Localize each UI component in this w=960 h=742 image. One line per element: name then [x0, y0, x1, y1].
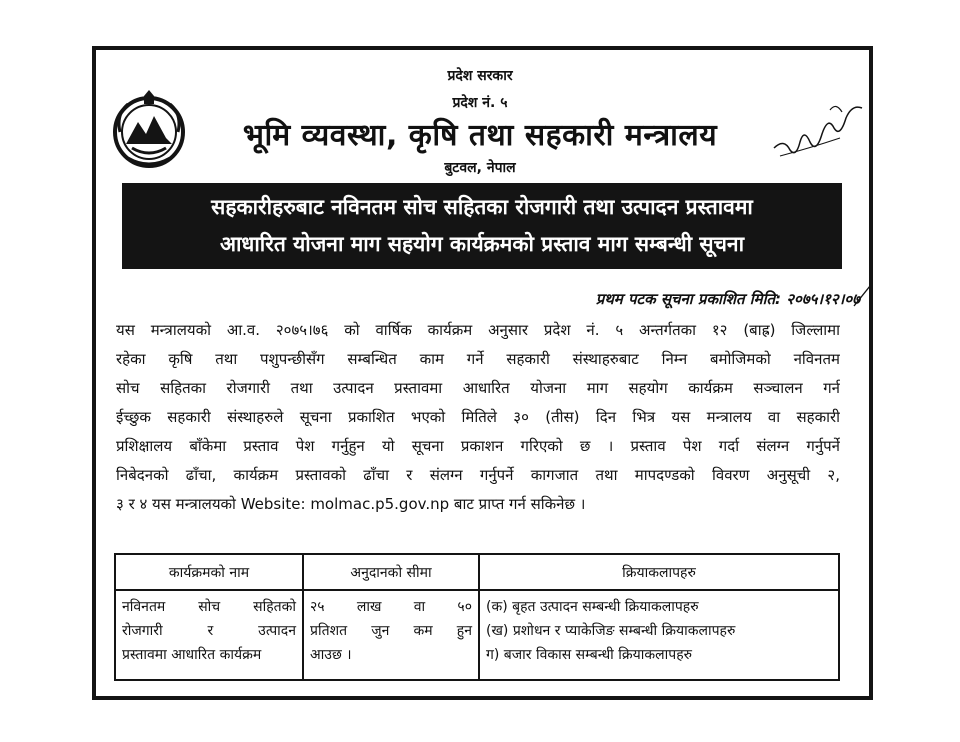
pen-mark — [852, 284, 872, 308]
body-line: ईच्छुक सहकारी संस्थाहरुले सूचना प्रकाशित भएको मितिले ३० (तीस) दिन भित्र यस मन्त्रालय वा सहकारी — [116, 408, 840, 426]
publication-date: प्रथम पटक सूचना प्रकाशित मिति: २०७५।१२।०७ — [595, 290, 860, 308]
body-line: प्रशिक्षालय बाँकेमा प्रस्ताव पेश गर्नुहुन यो सूचना प्रकाशन गरिएको छ । प्रस्ताव पेश गर्दा संलग्न गर्नुपर्ने — [116, 437, 840, 455]
government-title: प्रदेश सरकार — [447, 68, 513, 84]
program-name-line: प्रस्तावमा आधारित कार्यक्रम — [122, 647, 262, 663]
grant-limit-line: २५ लाख वा ५० — [310, 599, 472, 615]
ministry-title: भूमि व्यवस्था, कृषि तथा सहकारी मन्त्रालय — [242, 118, 718, 153]
handwritten-signature — [770, 98, 866, 160]
body-line: निबेदनको ढाँचा, कार्यक्रम प्रस्तावको ढाँचा र संलग्न गर्नुपर्ने कागजात तथा मापदण्डको विवरण अनुसूची २, — [116, 466, 840, 484]
grant-limit-line: प्रतिशत जुन कम हुन — [310, 623, 472, 639]
body-line-website: ३ र ४ यस मन्त्रालयको Website: molmac.p5.gov.np बाट प्राप्त गर्न सकिनेछ । — [116, 495, 586, 513]
notice-title-banner — [122, 183, 842, 269]
body-line: यस मन्त्रालयको आ.व. २०७५।७६ को वार्षिक कार्यक्रम अनुसार प्रदेश नं. ५ अन्तर्गतका १२ (बाह्र) जिल्लामा — [116, 321, 840, 339]
table-header-row — [115, 554, 839, 590]
activity-item: (ख) प्रशोधन र प्याकेजिङ सम्बन्धी क्रियाकलापहरु — [486, 623, 736, 639]
banner-line-1: सहकारीहरुबाट नविनतम सोच सहितका रोजगारी तथा उत्पादन प्रस्तावमा — [211, 195, 753, 219]
activity-item: ग) बजार विकास सम्बन्धी क्रियाकलापहरु — [486, 647, 693, 663]
body-line: सोच सहितका रोजगारी तथा उत्पादन प्रस्तावमा आधारित योजना माग सहयोग कार्यक्रम सञ्चालन गर्न — [116, 379, 840, 397]
notice-body — [116, 316, 840, 519]
grant-limit-line: आउछ । — [310, 647, 352, 663]
header-program-name: कार्यक्रमको नाम — [115, 554, 303, 590]
location-label: बुटवल, नेपाल — [444, 160, 516, 176]
cell-program-name — [115, 590, 303, 680]
program-name-line: रोजगारी र उत्पादन — [122, 623, 296, 639]
program-table — [114, 553, 840, 681]
banner-line-2: आधारित योजना माग सहयोग कार्यक्रमको प्रस्ताव माग सम्बन्धी सूचना — [219, 232, 745, 256]
body-line: रहेका कृषि तथा पशुपन्छीसँग सम्बन्धित काम गर्ने सहकारी संस्थाहरुबाट निम्न बमोजिमको नविनतम — [116, 350, 840, 368]
table-row — [115, 590, 839, 680]
header-grant-limit: अनुदानको सीमा — [303, 554, 479, 590]
activity-item: (क) बृहत उत्पादन सम्बन्धी क्रियाकलापहरु — [486, 599, 699, 615]
province-title: प्रदेश नं. ५ — [452, 95, 508, 111]
header-activities: क्रियाकलापहरु — [479, 554, 839, 590]
program-name-line: नविनतम सोच सहितको — [122, 599, 296, 615]
cell-grant-limit — [303, 590, 479, 680]
cell-activities — [479, 590, 839, 680]
